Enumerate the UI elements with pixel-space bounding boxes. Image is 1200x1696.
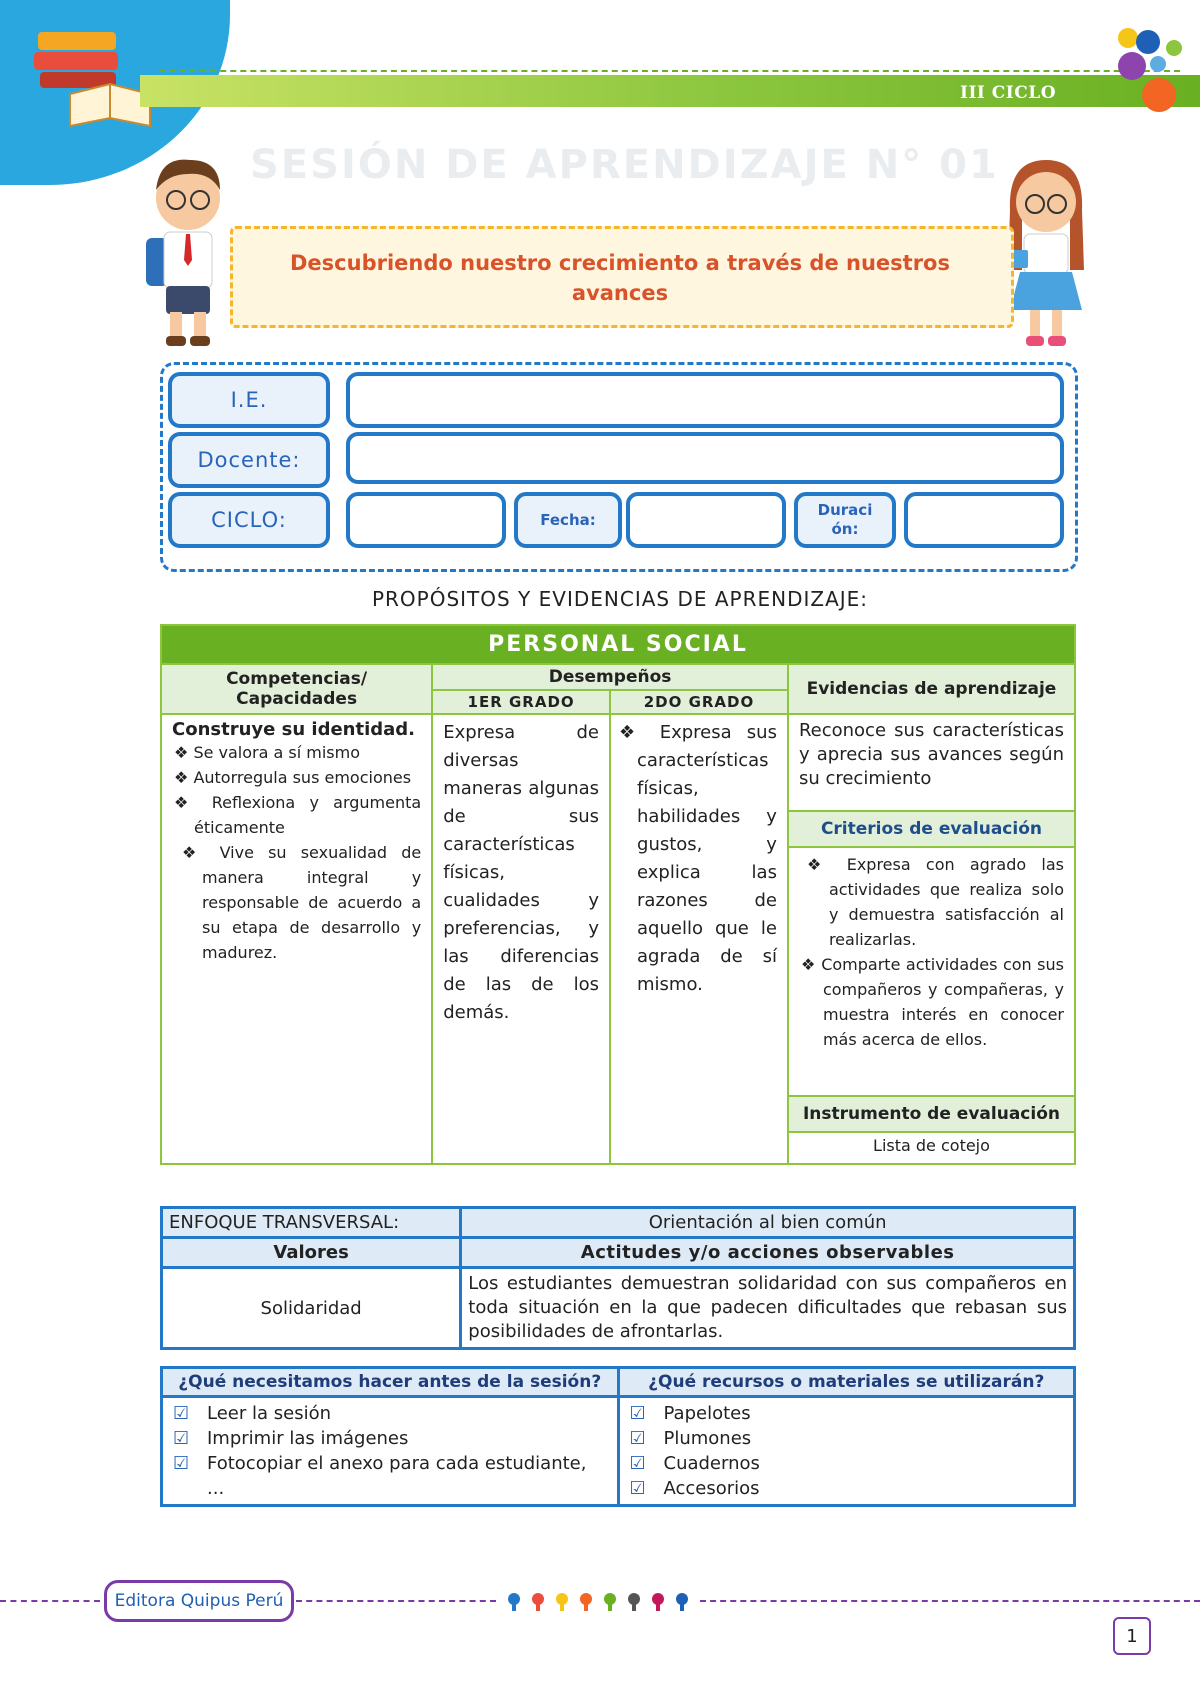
checkbox-checked-icon: ☑ (173, 1453, 190, 1474)
pencil-icon (532, 1593, 544, 1611)
list-item: ❖ Comparte actividades con sus compañeros y compañeras, y muestra interés en conocer más acerca de ellos. (800, 954, 1064, 1049)
desempeno-grado2-cell: ❖ Expresa sus características físicas, habilidades y gustos, y explica las razones de aquello que le agrada de sí mismo. (610, 714, 788, 1164)
boy-illustration (140, 150, 230, 350)
list-item: ☑ Leer la sesión (173, 1403, 331, 1424)
instrumento-value: Lista de cotejo (788, 1132, 1075, 1164)
list-item: ❖ Reflexiona y argumenta éticamente (174, 793, 422, 837)
antes-cell (162, 1397, 619, 1506)
checkbox-checked-icon: ☑ (629, 1478, 646, 1499)
decor-dot (1136, 30, 1160, 54)
pencil-icon (652, 1593, 664, 1611)
actitudes-header: Actitudes y/o acciones observables (461, 1238, 1075, 1268)
list-item: ☑ Accesorios (629, 1478, 760, 1499)
competencias-cell (161, 714, 432, 1164)
decor-dot (1118, 52, 1146, 80)
capacidades-list (172, 740, 421, 965)
fecha-label: Fecha: (514, 492, 622, 548)
pencil-icon (604, 1593, 616, 1611)
footer-dashed-line (700, 1600, 1200, 1602)
preparation-table (160, 1366, 1076, 1507)
desempenos-header: Desempeños (432, 664, 788, 690)
ciclo-label: III CICLO (960, 83, 1057, 103)
list-item: ☑ Fotocopiar el anexo para cada estudiante, ... (173, 1453, 587, 1499)
recursos-list (630, 1401, 1064, 1501)
desempeno-grado1: Expresa de diversas maneras algunas de sus características físicas, cualidades y preferencias, y las diferencias de las de los demás. (432, 714, 610, 1164)
duracion-label (794, 492, 896, 548)
footer-dashed-line (0, 1600, 100, 1602)
list-item: ❖ Se valora a sí mismo (174, 743, 360, 762)
checkbox-checked-icon: ☑ (629, 1453, 646, 1474)
session-subtitle: Descubriendo nuestro crecimiento a través de nuestros avances (290, 251, 950, 305)
checkbox-checked-icon: ☑ (173, 1428, 190, 1449)
checkbox-checked-icon: ☑ (629, 1403, 646, 1424)
list-item: ☑ Plumones (629, 1428, 752, 1449)
ie-label: I.E. (168, 372, 330, 428)
list-item: ❖ Expresa con agrado las actividades que realiza solo y demuestra satisfacción al realizarlas. (806, 854, 1064, 949)
recursos-header: ¿Qué recursos o materiales se utilizarán? (618, 1368, 1075, 1397)
valor-cell: Solidaridad (162, 1268, 461, 1349)
header-dashed-line (160, 70, 1180, 72)
actitud-cell: Los estudiantes demuestran solidaridad con sus compañeros en toda situación en la que padecen dificultades que rebasan sus posibilidades de afrontarlas. (461, 1268, 1075, 1349)
criterios-list (799, 852, 1064, 1052)
recursos-cell (618, 1397, 1075, 1506)
ciclo-field-label: CICLO: (168, 492, 330, 548)
docente-label: Docente: (168, 432, 330, 488)
page-number: 1 (1113, 1617, 1151, 1655)
criterios-header: Criterios de evaluación (788, 811, 1075, 847)
competencias-header: Competencias/ Capacidades (161, 664, 432, 714)
decor-dot (1118, 28, 1138, 48)
decor-dot (1150, 56, 1166, 72)
list-item: ❖ Autorregula sus emociones (174, 768, 412, 787)
list-item: ☑ Cuadernos (629, 1453, 760, 1474)
checkbox-checked-icon: ☑ (173, 1403, 190, 1424)
instrumento-header: Instrumento de evaluación (788, 1096, 1075, 1132)
desempeno-grado2: Expresa sus características físicas, habilidades y gustos, y explica las razones de aquello que le agrada de sí mismo. (637, 722, 777, 995)
pencil-icons-row (504, 1590, 694, 1612)
decor-dot (1142, 78, 1176, 112)
pencil-icon (676, 1593, 688, 1611)
publisher-badge: Editora Quipus Perú (104, 1580, 294, 1622)
pencil-icon (556, 1593, 568, 1611)
pencil-icon (508, 1593, 520, 1611)
purposes-table (160, 624, 1076, 1165)
session-title: SESIÓN DE APRENDIZAJE N° 01 (250, 142, 999, 188)
purposes-heading: PROPÓSITOS Y EVIDENCIAS DE APRENDIZAJE: (371, 587, 869, 611)
enfoque-table (160, 1206, 1076, 1350)
grado1-header: 1ER GRADO (432, 690, 610, 714)
fecha-field[interactable] (626, 492, 786, 548)
pencil-icon (628, 1593, 640, 1611)
decor-dot (1166, 40, 1182, 56)
list-item: ☑ Papelotes (629, 1403, 751, 1424)
pencil-icon (580, 1593, 592, 1611)
list-item: ☑ Imprimir las imágenes (173, 1428, 409, 1449)
duracion-label-text: Duración: (817, 501, 873, 538)
footer-dashed-line (296, 1600, 496, 1602)
duracion-field[interactable] (904, 492, 1064, 548)
criterios-cell (788, 847, 1075, 1096)
antes-header: ¿Qué necesitamos hacer antes de la sesión? (162, 1368, 619, 1397)
grado2-header: 2DO GRADO (610, 690, 788, 714)
enfoque-label: ENFOQUE TRANSVERSAL: (162, 1208, 461, 1238)
evidencia-text: Reconoce sus características y aprecia sus avances según su crecimiento (788, 714, 1075, 811)
antes-list (173, 1401, 607, 1501)
competencia-title: Construye su identidad. (172, 719, 416, 740)
checkbox-checked-icon: ☑ (629, 1428, 646, 1449)
enfoque-value: Orientación al bien común (461, 1208, 1075, 1238)
ciclo-field[interactable] (346, 492, 506, 548)
list-item: ❖ Vive su sexualidad de manera integral y responsable de acuerdo a su etapa de desarrollo y madurez. (182, 843, 422, 962)
docente-field[interactable] (346, 432, 1064, 484)
evidencias-header: Evidencias de aprendizaje (788, 664, 1075, 714)
valores-header: Valores (162, 1238, 461, 1268)
ie-field[interactable] (346, 372, 1064, 428)
area-header: PERSONAL SOCIAL (161, 625, 1075, 664)
